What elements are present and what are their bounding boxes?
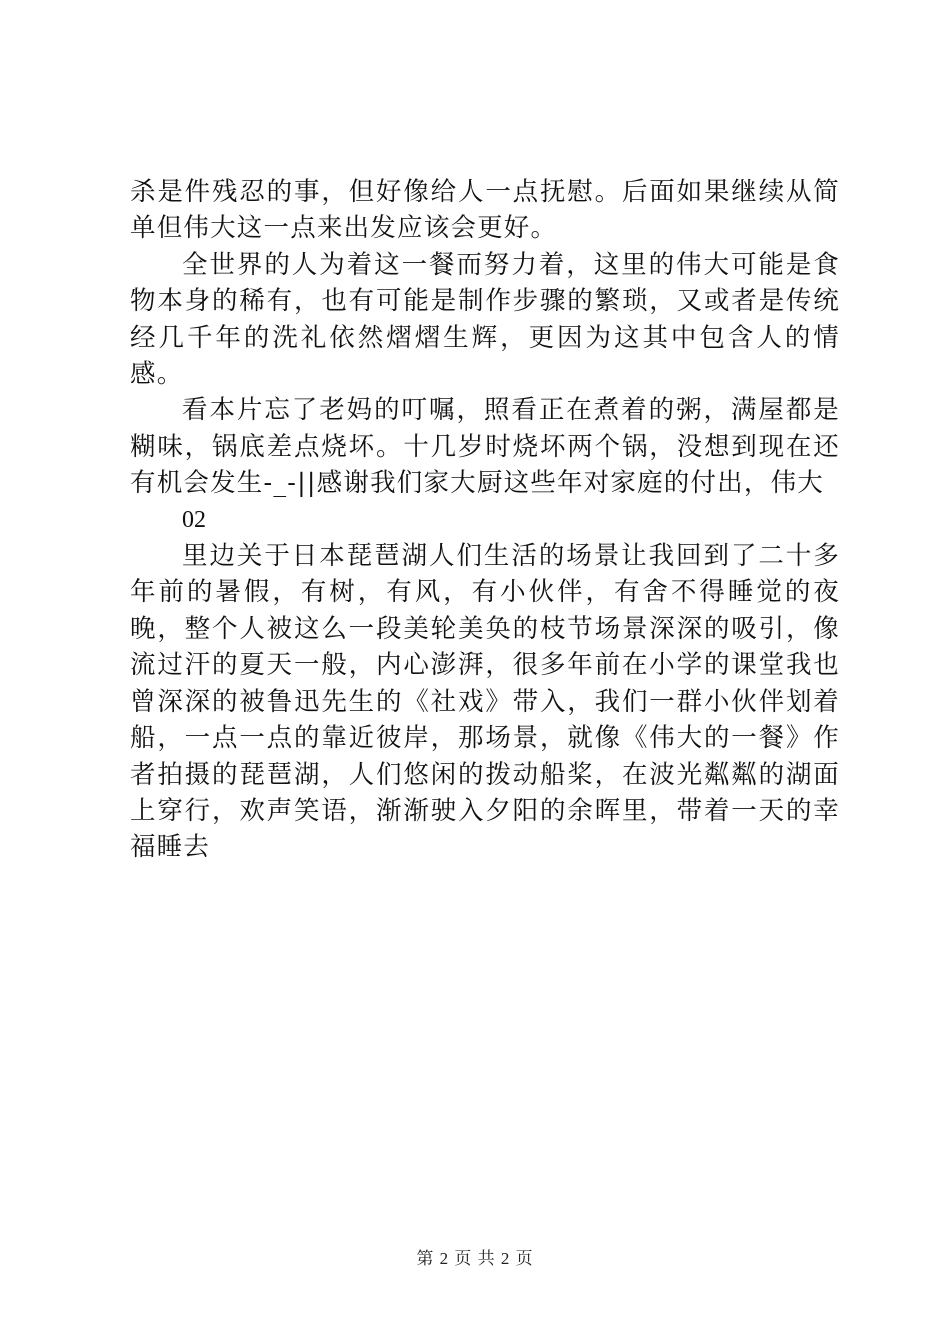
paragraph: 全世界的人为着这一餐而努力着，这里的伟大可能是食物本身的稀有，也有可能是制作步骤的繁琐，又或者是传统经几千年的洗礼依然熠熠生辉，更因为这其中包含人的情感。 [130, 249, 840, 390]
page-number-footer: 第 2 页 共 2 页 [416, 1249, 534, 1268]
paragraph: 里边关于日本琵琶湖人们生活的场景让我回到了二十多年前的暑假，有树，有风，有小伙伴，有舍不得睡觉的夜晚，整个人被这么一段美轮美奂的枝节场景深深的吸引，像流过汗的夏天一般，内心澎湃，很多年前在小学的课堂我也曾深深的被鲁迅先生的《社戏》带入，我们一群小伙伴划着船，一点一点的靠近彼岸，那场景，就像《伟大的一餐》作者拍摄的琵琶湖，人们悠闲的拨动船桨，在波光粼粼的湖面上穿行，欢声笑语，渐渐驶入夕阳的余晖里，带着一天的幸福睡去 [130, 541, 840, 863]
document-body [130, 174, 840, 866]
paragraph: 看本片忘了老妈的叮嘱，照看正在煮着的粥，满屋都是糊味，锅底差点烧坏。十几岁时烧坏两个锅，没想到现在还有机会发生-_-||感谢我们家大厨这些年对家庭的付出，伟大 [130, 395, 840, 499]
paragraph-continuation: 杀是件残忍的事，但好像给人一点抚慰。后面如果继续从简单但伟大这一点来出发应该会更好。 [130, 177, 840, 244]
section-number: 02 [182, 506, 206, 533]
